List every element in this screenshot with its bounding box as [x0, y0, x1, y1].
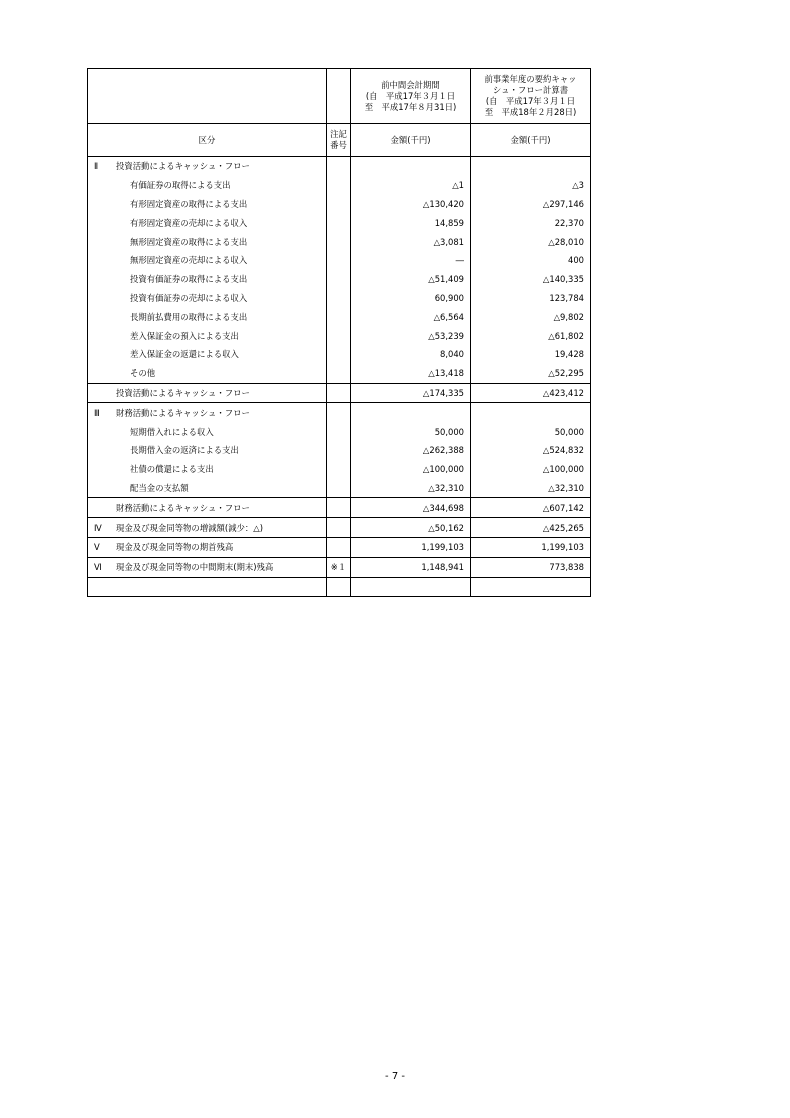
amount-interim: △50,162: [351, 518, 471, 538]
fiscal-year-header: [471, 69, 591, 124]
amount-year: [471, 157, 591, 176]
amount-year: △61,802: [471, 326, 591, 345]
amount-year: △524,832: [471, 441, 591, 460]
line-item-row: [88, 479, 591, 498]
note-cell: [327, 326, 351, 345]
summary-row: [88, 518, 591, 538]
amount-interim: △130,420: [351, 195, 471, 214]
subtotal-year: △423,412: [471, 383, 591, 403]
amount-interim: △262,388: [351, 441, 471, 460]
amount-interim: 60,900: [351, 289, 471, 308]
interim-period-to: 至 平成17年８月31日): [364, 101, 457, 112]
amount-year: 1,199,103: [471, 537, 591, 557]
fiscal-year-title-1: 前事業年度の要約キャッ: [484, 74, 577, 84]
section-title-row: [88, 403, 591, 422]
amount-year: △140,335: [471, 270, 591, 289]
empty-cell: [327, 577, 351, 597]
line-item-row: [88, 270, 591, 289]
line-item-label: 長期借入金の返済による支出: [88, 441, 327, 460]
section-roman-numeral: Ⅱ: [94, 161, 99, 172]
line-item-label: 無形固定資産の取得による支出: [88, 232, 327, 251]
amount-year: △9,802: [471, 307, 591, 326]
interim-period-from: (自 平成17年３月１日: [365, 90, 456, 101]
empty-cell: [471, 577, 591, 597]
summary-row: [88, 537, 591, 557]
cash-flow-table: [87, 68, 591, 597]
line-item-label: 配当金の支払額: [88, 479, 327, 498]
note-cell: [327, 307, 351, 326]
section-title-text: 投資活動によるキャッシュ・フロー: [116, 161, 250, 172]
amount-interim: △13,418: [351, 364, 471, 383]
amount-year: △28,010: [471, 232, 591, 251]
amount-year: 400: [471, 251, 591, 270]
amount-header-interim: 金額(千円): [351, 124, 471, 157]
summary-label-text: 現金及び現金同等物の期首残高: [116, 542, 234, 553]
line-item-label: 有形固定資産の売却による収入: [88, 213, 327, 232]
note-cell: [327, 289, 351, 308]
summary-label: [88, 537, 327, 557]
note-cell: [327, 518, 351, 538]
amount-interim: △6,564: [351, 307, 471, 326]
note-cell: [327, 498, 351, 518]
amount-interim: ―: [351, 251, 471, 270]
note-cell: [327, 441, 351, 460]
amount-interim: [351, 403, 471, 422]
line-item-label: その他: [88, 364, 327, 383]
summary-label-text: 現金及び現金同等物の中間期末(期末)残高: [116, 562, 274, 573]
amount-header-year: 金額(千円): [471, 124, 591, 157]
line-item-row: [88, 441, 591, 460]
note-cell: [327, 195, 351, 214]
subtotal-label: 財務活動によるキャッシュ・フロー: [88, 498, 327, 518]
amount-year: 773,838: [471, 557, 591, 577]
line-item-row: [88, 422, 591, 441]
category-header: 区分: [88, 124, 327, 157]
note-number-header: [327, 124, 351, 157]
amount-interim: △32,310: [351, 479, 471, 498]
line-item-label: 有価証券の取得による支出: [88, 176, 327, 195]
amount-interim: 1,148,941: [351, 557, 471, 577]
amount-year: △100,000: [471, 460, 591, 479]
note-header-line2: 番号: [330, 140, 347, 150]
line-item-row: [88, 326, 591, 345]
summary-label-text: 現金及び現金同等物の増減額(減少：△): [116, 522, 263, 533]
summary-label: [88, 518, 327, 538]
note-cell: [327, 364, 351, 383]
line-item-row: [88, 232, 591, 251]
empty-row: [88, 577, 591, 597]
interim-period-title: 前中間会計期間: [381, 79, 440, 90]
empty-cell: [88, 577, 327, 597]
section-roman-numeral: Ⅳ: [94, 522, 102, 533]
line-item-row: [88, 289, 591, 308]
section-roman-numeral: Ⅲ: [94, 407, 100, 418]
blank-note-header-cell: [327, 69, 351, 124]
line-item-label: 社債の償還による支出: [88, 460, 327, 479]
amount-year: 22,370: [471, 213, 591, 232]
note-cell: [327, 345, 351, 364]
note-cell: [327, 157, 351, 176]
amount-year: 50,000: [471, 422, 591, 441]
note-cell: [327, 383, 351, 403]
line-item-row: [88, 195, 591, 214]
subtotal-year: △607,142: [471, 498, 591, 518]
amount-year: △3: [471, 176, 591, 195]
subtotal-row: [88, 498, 591, 518]
amount-year: △297,146: [471, 195, 591, 214]
fiscal-year-to: 至 平成18年２月28日): [484, 107, 577, 117]
line-item-row: [88, 460, 591, 479]
empty-cell: [351, 577, 471, 597]
section-title: [88, 403, 327, 422]
amount-interim: △100,000: [351, 460, 471, 479]
amount-interim: △53,239: [351, 326, 471, 345]
note-cell: [327, 176, 351, 195]
amount-interim: 14,859: [351, 213, 471, 232]
note-cell: [327, 537, 351, 557]
amount-interim: △3,081: [351, 232, 471, 251]
line-item-label: 無形固定資産の売却による収入: [88, 251, 327, 270]
line-item-label: 投資有価証券の取得による支出: [88, 270, 327, 289]
note-header-line1: 注記: [330, 129, 347, 139]
column-header-row: [88, 124, 591, 157]
amount-interim: 8,040: [351, 345, 471, 364]
line-item-label: 投資有価証券の売却による収入: [88, 289, 327, 308]
line-item-row: [88, 345, 591, 364]
subtotal-row: [88, 383, 591, 403]
section-roman-numeral: Ⅵ: [94, 562, 102, 573]
amount-interim: 50,000: [351, 422, 471, 441]
note-cell: [327, 213, 351, 232]
amount-interim: △1: [351, 176, 471, 195]
note-cell: [327, 422, 351, 441]
amount-year: △425,265: [471, 518, 591, 538]
line-item-row: [88, 307, 591, 326]
line-item-row: [88, 364, 591, 383]
line-item-label: 差入保証金の返還による収入: [88, 345, 327, 364]
line-item-row: [88, 176, 591, 195]
blank-header-cell: [88, 69, 327, 124]
amount-interim: △51,409: [351, 270, 471, 289]
note-cell: [327, 460, 351, 479]
summary-row: [88, 557, 591, 577]
line-item-label: 差入保証金の預入による支出: [88, 326, 327, 345]
amount-year: 123,784: [471, 289, 591, 308]
note-cell: [327, 251, 351, 270]
subtotal-interim: △174,335: [351, 383, 471, 403]
line-item-row: [88, 251, 591, 270]
subtotal-interim: △344,698: [351, 498, 471, 518]
amount-year: 19,428: [471, 345, 591, 364]
section-roman-numeral: Ⅴ: [94, 542, 100, 553]
fiscal-year-from: (自 平成17年３月１日: [485, 96, 576, 106]
note-cell: [327, 270, 351, 289]
line-item-label: 有形固定資産の取得による支出: [88, 195, 327, 214]
line-item-label: 長期前払費用の取得による支出: [88, 307, 327, 326]
line-item-row: [88, 213, 591, 232]
fiscal-year-title-2: シュ・フロー計算書: [492, 85, 569, 95]
amount-interim: [351, 157, 471, 176]
note-cell: [327, 479, 351, 498]
amount-interim: 1,199,103: [351, 537, 471, 557]
section-title-text: 財務活動によるキャッシュ・フロー: [116, 407, 250, 418]
note-cell: ※１: [327, 557, 351, 577]
amount-year: [471, 403, 591, 422]
amount-year: △32,310: [471, 479, 591, 498]
interim-period-header: [351, 69, 471, 124]
line-item-label: 短期借入れによる収入: [88, 422, 327, 441]
section-title: [88, 157, 327, 176]
subtotal-label: 投資活動によるキャッシュ・フロー: [88, 383, 327, 403]
note-cell: [327, 403, 351, 422]
amount-year: △52,295: [471, 364, 591, 383]
period-header-row: [88, 69, 591, 124]
page-number: - 7 -: [385, 1071, 405, 1082]
note-cell: [327, 232, 351, 251]
summary-label: [88, 557, 327, 577]
section-title-row: [88, 157, 591, 176]
